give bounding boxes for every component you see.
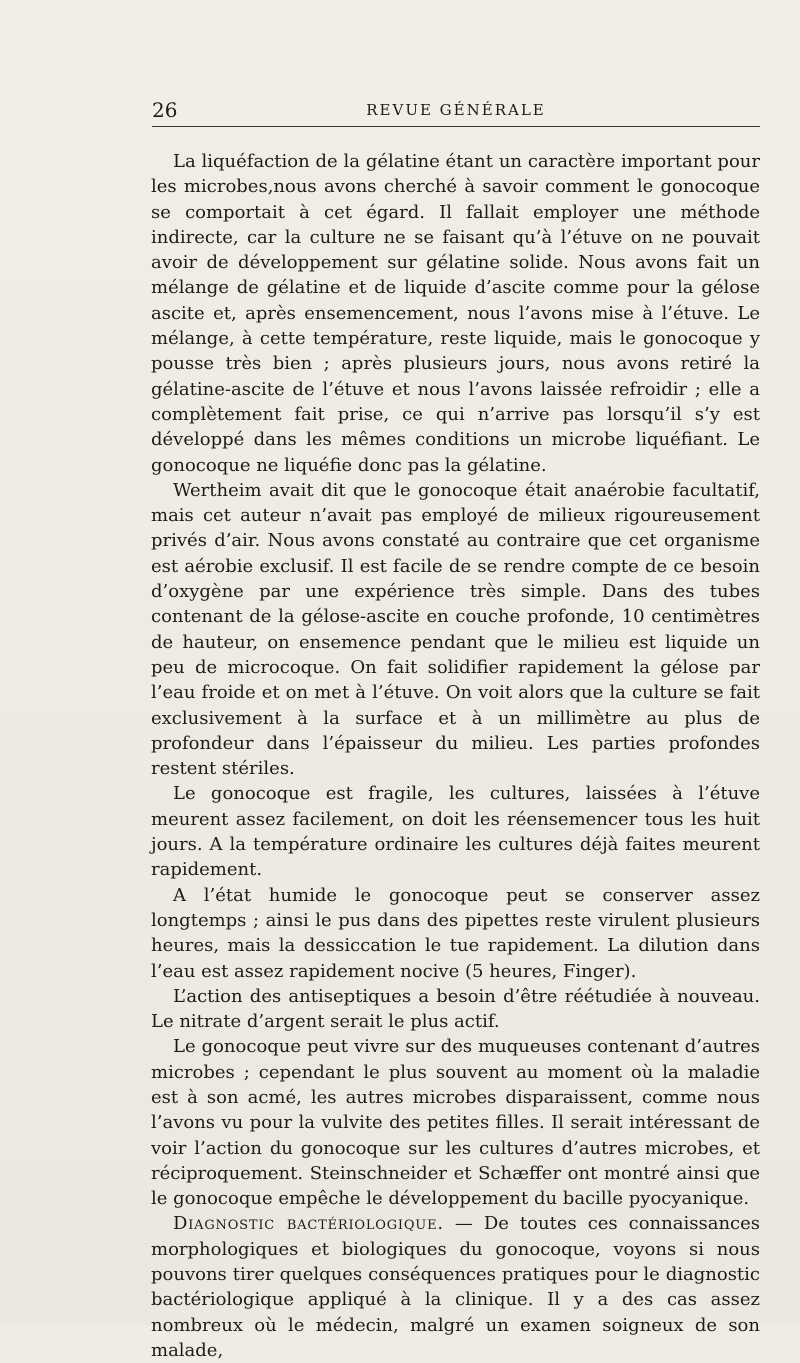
diagnostic-text: — De toutes ces connaissances morphologiques et biologiques du gonocoque, voyons si nous pouvons tirer quelques conséquences pratiques pour le diagnostic bactériologique appliqué à la clinique. Il y a des cas assez nombreux où le médecin, malgré un examen soigneux de son malade, xyxy=(151,1213,761,1361)
paragraph-gelatin-liquefaction: La liquéfaction de la gélatine étant un caractère important pour les microbes,nous avons cherché à savoir comment le gonocoque se comportait à cet égard. Il fallait employer une méthode indirecte, car la culture ne se faisant qu’à l’étuve on ne pouvait avoir de développement sur gélatine solide. Nous avons fait un mélange de gélatine et de liquide d’ascite comme pour la gélose ascite et, après ensemencement, nous l’avons mise à l’étuve. Le mélange, à cette température, reste liquide, mais le gonocoque y pousse très bien ; après plusieurs jours, nous avons retiré la gélatine-ascite de l’étuve et nous l’avons laissée refroidir ; elle a complètement fait prise, ce qui n’arrive pas lorsqu’il s’y est développé dans les mêmes conditions un microbe liquéfiant. Le gonocoque ne liquéfie donc pas la gélatine. xyxy=(151,151,760,476)
page-number: 26 xyxy=(152,98,178,122)
section-heading-diagnostic: Diagnostic bactériologique. xyxy=(173,1213,444,1235)
paragraph-other-microbes: Le gonocoque peut vivre sur des muqueuses contenant d’autres microbes ; cependant le plus souvent au moment où la maladie est à son acmé, les autres microbes disparaissent, comme nous l’avons vu pour la vulvite des petites filles. Il serait intéressant de voir l’action du gonocoque sur les cultures d’autres microbes, et réciproquement. Steinschneider et Schæffer ont montré ainsi que le gonocoque empêche le développement du bacille pyocyanique. xyxy=(151,1036,760,1210)
paragraph-humid-conservation: A l’état humide le gonocoque peut se conserver assez longtemps ; ainsi le pus dans des pipettes reste virulent plusieurs heures, mais la dessiccation le tue rapidement. La dilution dans l’eau est assez rapidement nocive (5 heures, Finger). xyxy=(151,884,760,982)
paragraph-antiseptics: L’action des antiseptiques a besoin d’être réétudiée à nouveau. Le nitrate d’argent serait le plus actif. xyxy=(151,985,760,1033)
paragraph-aerobic-growth: Wertheim avait dit que le gonocoque était anaérobie facultatif, mais cet auteur n’avait pas employé de milieux rigoureusement privés d’air. Nous avons constaté au contraire que cet organisme est aérobie exclusif. Il est facile de se rendre compte de ce besoin d’oxygène par une expérience très simple. Dans des tubes contenant de la gélose-ascite en couche profonde, 10 centimètres de hauteur, on ensemence pendant que le milieu est liquide un peu de microcoque. On fait solidifier rapidement la gélose par l’eau froide et on met à l’étuve. On voit alors que la culture se fait exclusivement à la surface et à un millimètre au plus de profondeur dans l’épaisseur du milieu. Les parties profondes restent stériles. xyxy=(151,479,760,780)
running-title: REVUE GÉNÉRALE xyxy=(366,101,546,119)
paragraph-bacteriological-diagnosis xyxy=(151,1211,760,1363)
page-header xyxy=(152,98,760,127)
paragraph-culture-fragility: Le gonocoque est fragile, les cultures, laissées à l’étuve meurent assez facilement, on doit les réensemencer tous les huit jours. A la température ordinaire les cultures déjà faites meurent rapidement. xyxy=(151,783,760,881)
document-body xyxy=(151,149,760,1363)
